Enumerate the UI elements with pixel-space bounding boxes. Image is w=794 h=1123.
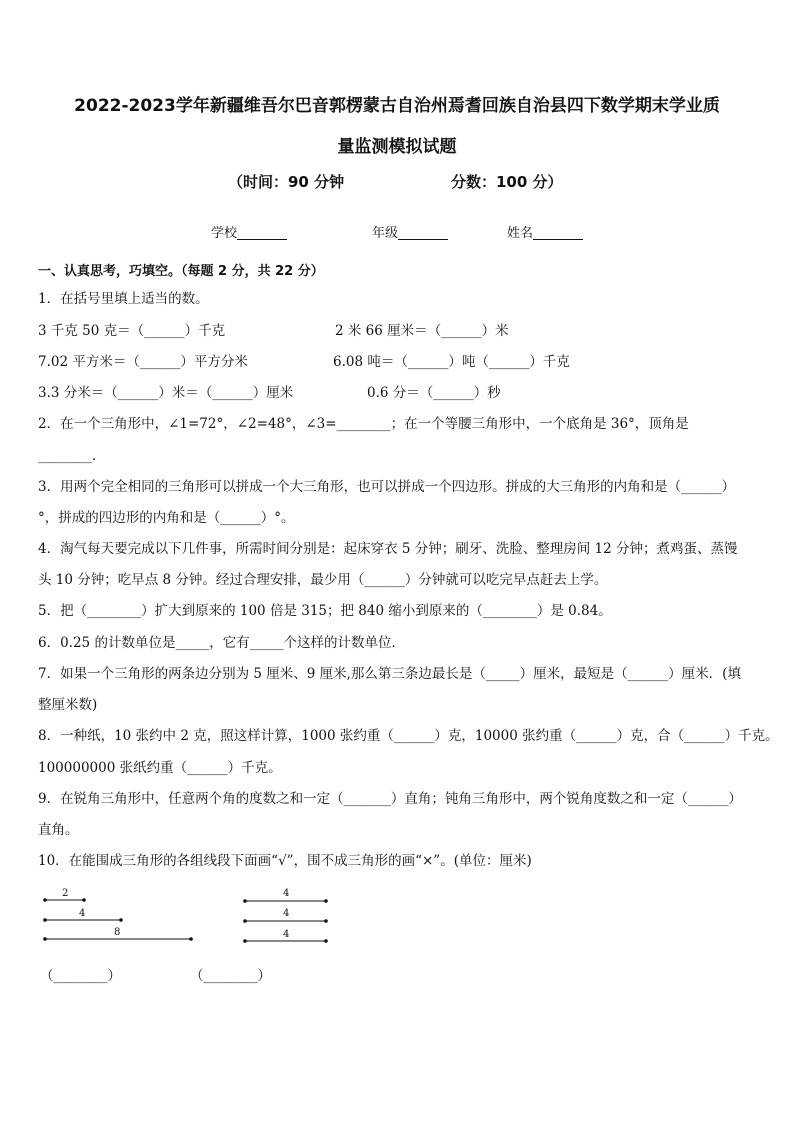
segment-1-3-start-dot [43,937,47,941]
school-label: 学校 [211,226,238,241]
segment-2-2-end-dot [324,919,328,923]
segment-2-2-start-dot [243,919,247,923]
question-9-line-2: 直角。 [38,822,79,838]
question-1-text: 1．在括号里填上适当的数。 [38,291,209,307]
segment-label-2-1: 4 [283,888,290,899]
question-1e[interactable]: 3.3 分米＝（______）米＝（______）厘米 [38,385,294,401]
segment-1-1-end-dot [82,898,86,902]
segment-2-1-start-dot [243,899,247,903]
segment-2-3-start-dot [243,939,247,943]
question-10-text: 10．在能围成三角形的各组线段下面画“√”，围不成三角形的画“×”。(单位：厘米) [38,853,532,869]
question-7-line-1: 7．如果一个三角形的两条边分别为 5 厘米、9 厘米,那么第三条边最长是（_____）厘米，最短是（______）厘米．(填 [38,666,741,682]
title-line-2: 量监测模拟试题 [337,137,457,157]
segment-label-2-3: 4 [283,929,290,940]
question-6: 6．0.25 的计数单位是_____，它有_____个这样的计数单位． [38,635,405,651]
question-4-line-1: 4．淘气每天要完成以下几件事，所需时间分别是：起床穿衣 5 分钟；刷牙、洗脸、整理房间 12 分钟；煮鸡蛋、蒸馒 [38,541,738,557]
segment-1-2-end-dot [119,918,123,922]
question-1f[interactable]: 0.6 分＝（______）秒 [367,385,501,401]
question-2-line-1: 2．在一个三角形中，∠1=72°，∠2=48°，∠3=________；在一个等腰三角形中，一个底角是 36°，顶角是 [38,416,689,432]
segment-2-1-end-dot [324,899,328,903]
grade-label: 年级 [372,226,399,241]
question-9-line-1: 9．在锐角三角形中，任意两个角的度数之和一定（_______）直角；钝角三角形中，两个锐角度数之和一定（______） [38,791,742,807]
name-blank[interactable] [533,225,583,240]
question-8-line-1: 8．一种纸，10 张约中 2 克，照这样计算，1000 张约重（______）克，10000 张约重（______）克，合（______）千克。 [38,728,779,744]
grade-field[interactable] [372,222,448,241]
question-3-line-2: °，拼成的四边形的内角和是（______）°。 [38,510,295,526]
question-4-line-2: 头 10 分钟；吃早点 8 分钟。经过合理安排，最少用（______）分钟就可以吃完早点赶去上学。 [38,572,608,588]
segment-1-3-end-dot [189,937,193,941]
segment-group-1 [43,888,193,941]
school-field[interactable] [211,222,287,241]
answer-blank-group-2[interactable]: （________） [190,968,271,984]
name-field[interactable] [507,222,583,241]
time-limit: （时间：90 分钟 [228,173,345,191]
question-1a[interactable]: 3 千克 50 克＝（______）千克 [38,323,226,339]
total-score: 分数：100 分） [451,173,563,191]
segment-1-2-start-dot [43,918,47,922]
segment-label-1-3: 8 [114,927,121,938]
question-7-line-2: 整厘米数) [38,697,98,713]
segment-2-3-end-dot [324,939,328,943]
segment-figures [0,880,794,950]
section-1-heading: 一、认真思考，巧填空。（每题 2 分，共 22 分） [38,264,324,279]
question-8-line-2: 100000000 张纸约重（______）千克。 [38,760,282,776]
question-1c[interactable]: 7.02 平方米＝（______）平方分米 [38,354,248,370]
question-2-line-2[interactable]: ________． [38,448,106,464]
question-1b[interactable]: 2 米 66 厘米＝（______）米 [335,323,509,339]
segment-group-2 [243,888,328,943]
title-line-1: 2022-2023学年新疆维吾尔巴音郭楞蒙古自治州焉耆回族自治县四下数学期末学业质 [74,96,720,116]
segment-label-2-2: 4 [283,908,290,919]
exam-title [30,86,764,168]
answer-blank-group-1[interactable]: （________） [40,968,121,984]
question-1d[interactable]: 6.08 吨＝（______）吨（______）千克 [333,354,570,370]
segment-label-1-1: 2 [62,888,69,899]
school-blank[interactable] [237,225,287,240]
name-label: 姓名 [507,226,534,241]
segment-1-1-start-dot [43,898,47,902]
question-3-line-1: 3．用两个完全相同的三角形可以拼成一个大三角形，也可以拼成一个四边形。拼成的大三角形的内角和是（______） [38,479,736,495]
segment-label-1-2: 4 [79,908,86,919]
grade-blank[interactable] [398,225,448,240]
question-5: 5．把（________）扩大到原来的 100 倍是 315；把 840 缩小到原来的（________）是 0.84。 [38,603,612,619]
